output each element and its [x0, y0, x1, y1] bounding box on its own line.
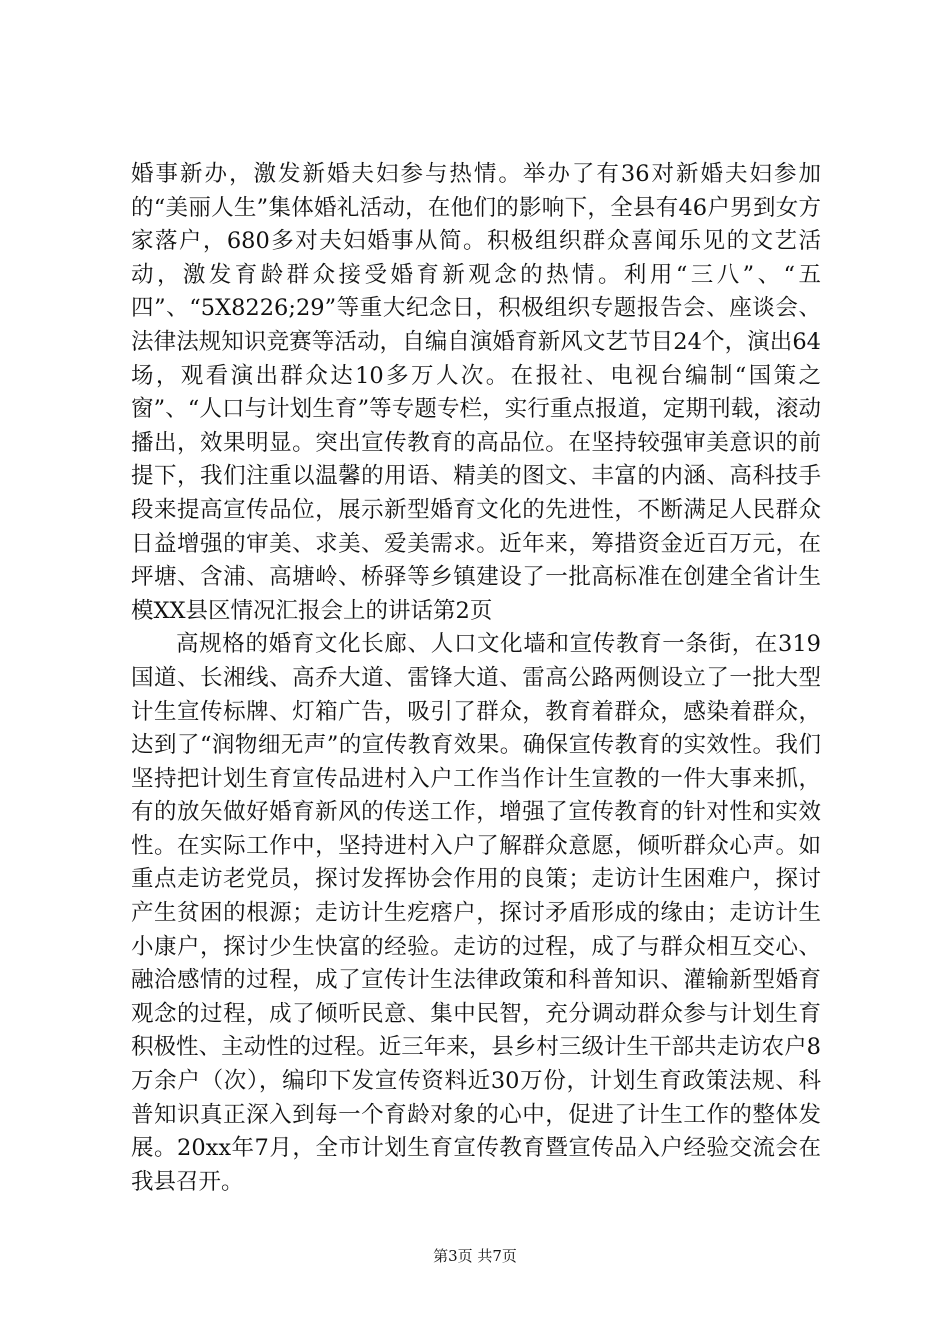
document-body	[131, 158, 821, 1199]
paragraph: 高规格的婚育文化长廊、人口文化墙和宣传教育一条街，在319国道、长湘线、高乔大道、雷锋大道、雷高公路两侧设立了一批大型计生宣传标牌、灯箱广告，吸引了群众，教育着群众，感染着群众，达到了“润物细无声”的宣传教育效果。确保宣传教育的实效性。我们坚持把计划生育宣传品进村入户工作当作计生宣教的一件大事来抓，有的放矢做好婚育新风的传送工作，增强了宣传教育的针对性和实效性。在实际工作中，坚持进村入户了解群众意愿，倾听群众心声。如重点走访老党员，探讨发挥协会作用的良策；走访计生困难户，探讨产生贫困的根源；走访计生疙瘩户，探讨矛盾形成的缘由；走访计生小康户，探讨少生快富的经验。走访的过程，成了与群众相互交心、融洽感情的过程，成了宣传计生法律政策和科普知识、灌输新型婚育观念的过程，成了倾听民意、集中民智，充分调动群众参与计划生育积极性、主动性的过程。近三年来，县乡村三级计生干部共走访农户8万余户（次），编印下发宣传资料近30万份，计划生育政策法规、科普知识真正深入到每一个育龄对象的心中，促进了计生工作的整体发展。20xx年7月，全市计划生育宣传教育暨宣传品入户经验交流会在我县召开。	[131, 631, 821, 1195]
paragraph-continued: 婚事新办，激发新婚夫妇参与热情。举办了有36对新婚夫妇参加的“美丽人生”集体婚礼活动，在他们的影响下，全县有46户男到女方家落户，680多对夫妇婚事从简。积极组织群众喜闻乐见的文艺活动，激发育龄群众接受婚育新观念的热情。利用“三八”、“五四”、“5X8226;29”等重大纪念日，积极组织专题报告会、座谈会、法律法规知识竞赛等活动，自编自演婚育新风文艺节目24个，演出64场，观看演出群众达10多万人次。在报社、电视台编制“国策之窗”、“人口与计划生育”等专题专栏，实行重点报道，定期刊载，滚动播出，效果明显。突出宣传教育的高品位。在坚持较强审美意识的前提下，我们注重以温馨的用语、精美的图文、丰富的内涵、高科技手段来提高宣传品位，展示新型婚育文化的先进性，不断满足人民群众日益增强的审美、求美、爱美需求。近年来，筹措资金近百万元，在坪塘、含浦、高塘岭、桥驿等乡镇建设了一批高标准在创建全省计生模XX县区情况汇报会上的讲话第2页	[131, 161, 821, 624]
page-footer: 第3页 共7页	[433, 1247, 517, 1265]
